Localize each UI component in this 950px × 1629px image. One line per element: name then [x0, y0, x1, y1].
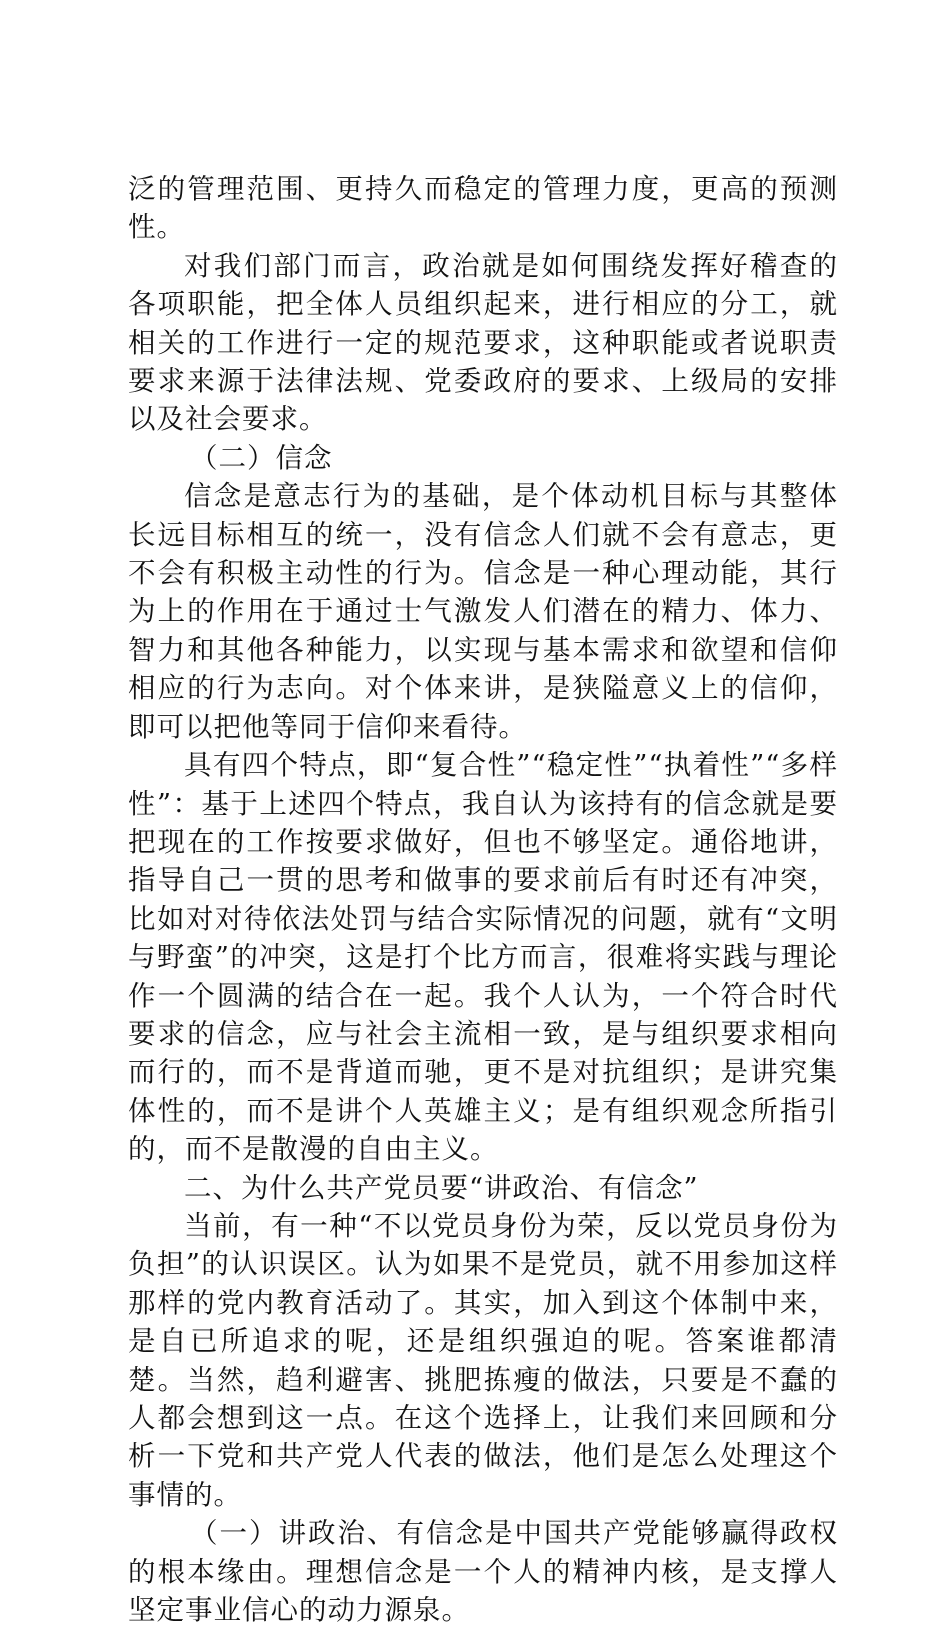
- paragraph-point-one: （一）讲政治、有信念是中国共产党能够赢得政权的根本缘由。理想信念是一个人的精神内核，是支撑人坚定事业信心的动力源泉。: [128, 1517, 838, 1627]
- section-heading-why: 二、为什么共产党员要“讲政治、有信念”: [184, 1171, 699, 1204]
- paragraph-misconception: 当前，有一种“不以党员身份为荣，反以党员身份为负担”的认识误区。认为如果不是党员，就不用参加这样那样的党内教育活动了。其实，加入到这个体制中来，是自已所追求的呢，还是组织强迫的呢。答案谁都清楚。当然，趋利避害、挑肥拣瘦的做法，只要是不蠢的人都会想到这一点。在这个选择上，让我们来回顾和分析一下党和共产党人代表的做法，他们是怎么处理这个事情的。: [128, 1209, 838, 1511]
- paragraph-department-politics: 对我们部门而言，政治就是如何围绕发挥好稽查的各项职能，把全体人员组织起来，进行相应的分工，就相关的工作进行一定的规范要求，这种职能或者说职责要求来源于法律法规、党委政府的要求、上级局的安排以及社会要求。: [128, 249, 838, 436]
- paragraph-belief-features: 具有四个特点，即“复合性”“稳定性”“执着性”“多样性”：基于上述四个特点，我自认为该持有的信念就是要把现在的工作按要求做好，但也不够坚定。通俗地讲，指导自己一贯的思考和做事的要求前后有时还有冲突，比如对对待依法处罚与结合实际情况的问题，就有“文明与野蛮”的冲突，这是打个比方而言，很难将实践与理论作一个圆满的结合在一起。我个人认为，一个符合时代要求的信念，应与社会主流相一致，是与组织要求相向而行的，而不是背道而驰，更不是对抗组织；是讲究集体性的，而不是讲个人英雄主义；是有组织观念所指引的，而不是散漫的自由主义。: [128, 749, 838, 1166]
- document-body: [128, 170, 838, 1629]
- paragraph-continuation: 泛的管理范围、更持久而稳定的管理力度，更高的预测性。: [128, 173, 838, 244]
- paragraph-belief-definition: 信念是意志行为的基础，是个体动机目标与其整体长远目标相互的统一，没有信念人们就不会有意志，更不会有积极主动性的行为。信念是一种心理动能，其行为上的作用在于通过士气激发人们潜在的精力、体力、智力和其他各种能力，以实现与基本需求和欲望和信仰相应的行为志向。对个体来讲，是狭隘意义上的信仰，即可以把他等同于信仰来看待。: [128, 480, 838, 743]
- section-heading-belief: （二）信念: [190, 441, 333, 474]
